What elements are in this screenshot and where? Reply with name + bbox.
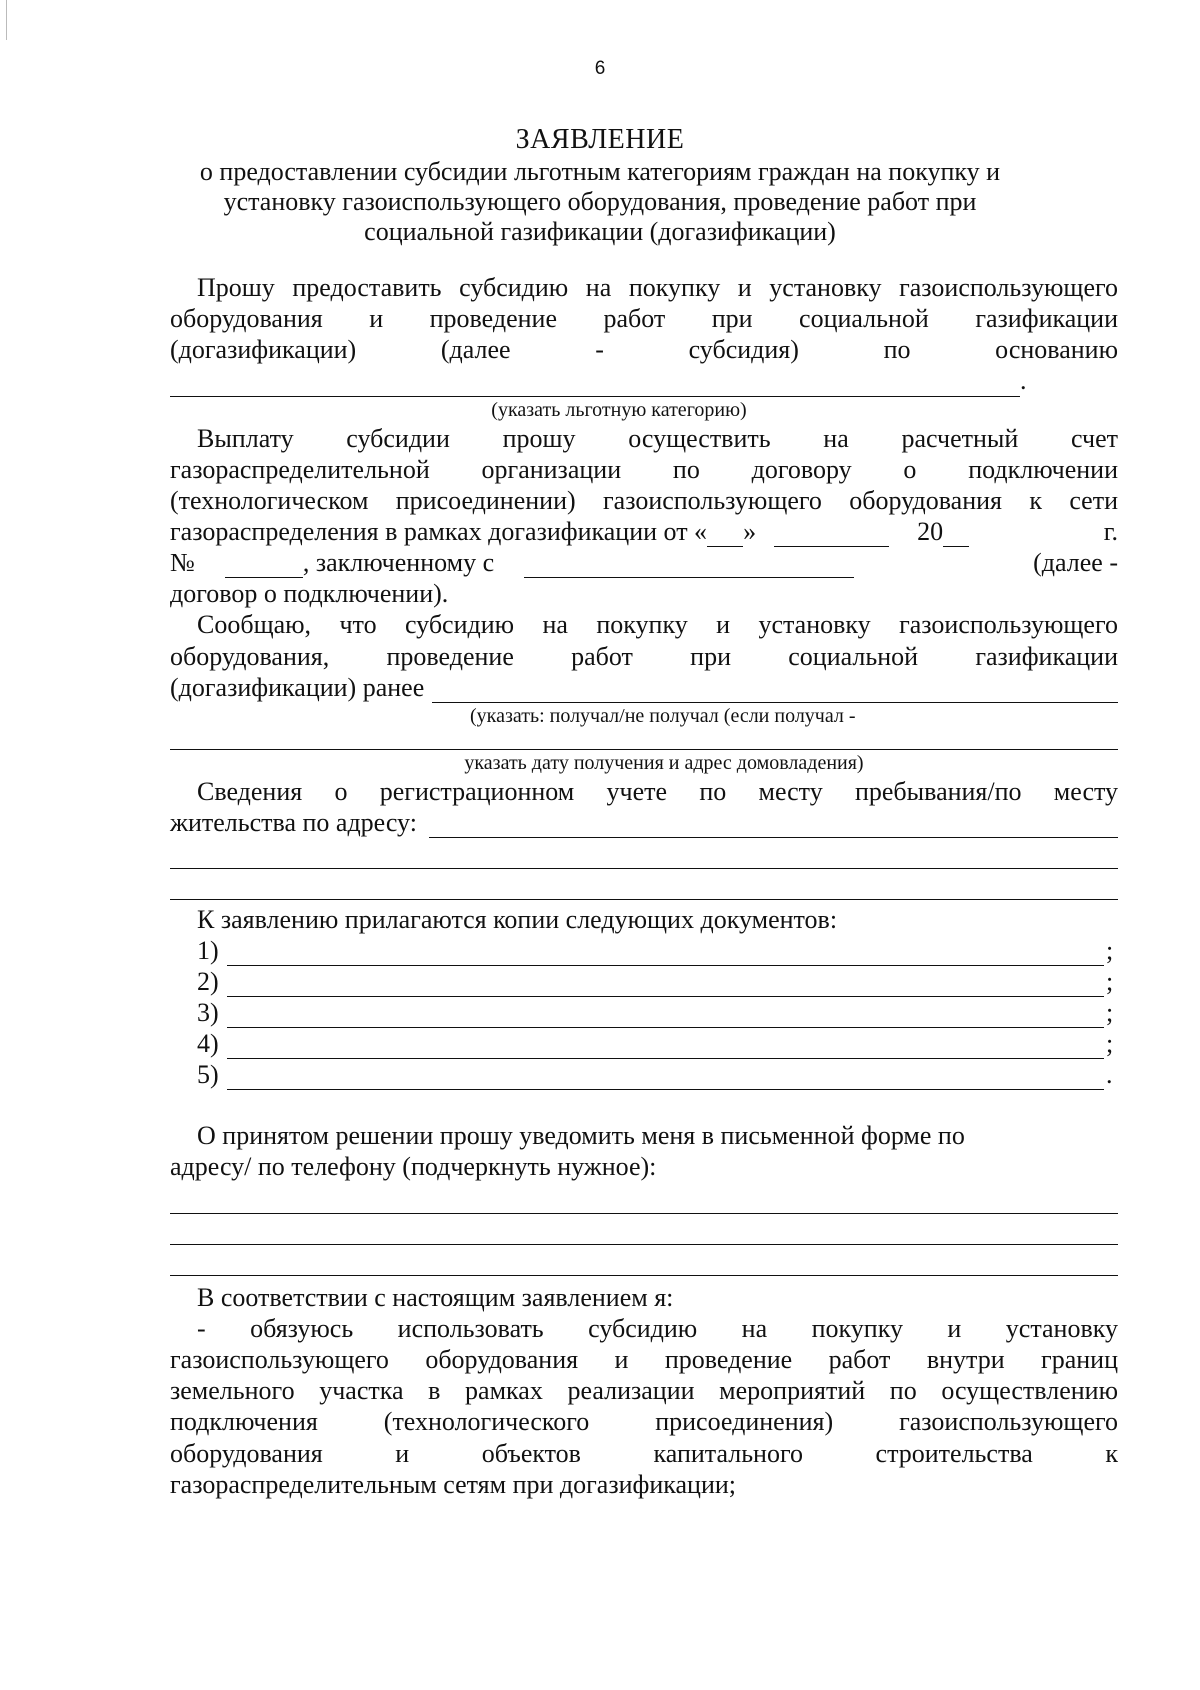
subtitle-line: установку газоиспользующего оборудования, проведение работ при [223,187,977,216]
subtitle-line: о предоставлении субсидии льготным категориям граждан на покупку и [199,157,1001,186]
attachment-number: 4) [197,1029,219,1059]
contract-number-row [170,547,1118,578]
document-body [170,272,1118,1500]
text-line: - обязуюсь использовать субсидию на покупку и установку [197,1313,1118,1343]
text-fragment: (далее - [1033,548,1118,578]
text-line: (догазификации) (далее - субсидия) по основанию [170,335,1118,365]
text-line: газоиспользующего оборудования и проведение работ внутри границ [170,1345,1118,1375]
scan-edge-mark [6,0,7,40]
contract-year-field[interactable] [943,522,969,547]
text-line: оборудования и проведение работ при социальной газификации [170,304,1118,334]
text-fragment: г. [1103,517,1118,547]
notification-paragraph [170,1120,1118,1275]
contract-date-row [170,516,1118,547]
previous-caption-1: (указать: получал/не получал (если получал - [470,704,856,727]
page-subtitle [190,157,1010,247]
attachment-field[interactable] [227,941,1104,966]
address-field[interactable] [429,813,1118,838]
text-line: газораспределительным сетям при догазификации; [170,1469,737,1499]
category-field[interactable] [170,372,1020,397]
address-field-row [170,807,1118,838]
text-fragment: , заключенному с [302,548,495,578]
attachment-row [170,935,1118,966]
text-line: подключения (технологического присоединения) газоиспользующего [170,1407,1118,1437]
contract-party-field[interactable] [524,553,854,578]
year-prefix: 20 [917,517,944,547]
attachment-field[interactable] [227,972,1104,997]
attachment-row [170,966,1118,997]
page-number: 6 [594,58,606,79]
attachment-end: ; [1106,936,1114,966]
category-caption: (указать льготную категорию) [491,398,747,421]
text-line: договор о подключении). [170,579,449,609]
request-paragraph [170,272,1118,423]
attachment-end: . [1106,1060,1113,1090]
attachment-number: 5) [197,1060,219,1090]
attachment-end: ; [1106,1029,1114,1059]
category-field-row [170,366,1118,397]
subtitle-line: социальной газификации (догазификации) [364,217,836,246]
contract-month-field[interactable] [774,522,889,547]
payment-paragraph [170,423,1118,610]
attachment-field[interactable] [227,1034,1104,1059]
attachments-section [170,904,1118,1090]
text-line: адресу/ по телефону (подчеркнуть нужное): [170,1152,657,1182]
text-fragment: (догазификации) ранее [170,672,425,702]
end-mark: . [1020,366,1027,396]
text-fragment: жительства по адресу: [170,807,417,837]
attachment-number: 1) [197,936,219,966]
attachment-field[interactable] [227,1003,1104,1028]
previous-subsidy-field[interactable] [432,678,1118,703]
text-fragment: » [743,517,757,547]
text-line: земельного участка в рамках реализации мероприятий по осуществлению [170,1376,1118,1406]
attachments-heading: К заявлению прилагаются копии следующих документов: [197,905,838,935]
previous-subsidy-field-2[interactable] [170,729,1118,750]
text-line: оборудования и объектов капитального строительства к [170,1438,1118,1468]
text-line: Сообщаю, что субсидию на покупку и установку газоиспользующего [197,610,1118,640]
text-line: оборудования, проведение работ при социальной газификации [170,641,1118,671]
attachment-number: 2) [197,967,219,997]
text-line: (технологическом присоединении) газоиспользующего оборудования к сети [170,486,1118,516]
obligations-paragraph [170,1282,1118,1500]
previous-subsidy-paragraph [170,609,1118,775]
text-line: Выплату субсидии прошу осуществить на расчетный счет [197,423,1118,453]
contract-number-field[interactable] [225,553,303,578]
text-line: газораспределительной организации по договору о подключении [170,454,1118,484]
text-fragment: газораспределения в рамках догазификации от « [170,517,708,547]
contract-day-field[interactable] [707,522,743,547]
notification-field-2[interactable] [170,1214,1118,1245]
text-line: О принятом решении прошу уведомить меня в письменной форме по [197,1121,965,1151]
text-line: Прошу предоставить субсидию на покупку и установку газоиспользующего [197,273,1118,302]
registration-paragraph [170,776,1118,900]
obligations-heading: В соответствии с настоящим заявлением я: [197,1282,674,1312]
attachment-end: ; [1106,967,1114,997]
attachment-field[interactable] [227,1065,1104,1090]
number-sign: № [170,548,195,578]
attachment-number: 3) [197,998,219,1028]
previous-field-row [170,672,1118,703]
address-field-3[interactable] [170,869,1118,900]
address-field-2[interactable] [170,838,1118,869]
notification-field-3[interactable] [170,1245,1118,1276]
previous-caption-2: указать дату получения и адрес домовладения) [464,751,864,774]
text-line: Сведения о регистрационном учете по месту пребывания/по месту [197,776,1118,806]
notification-field-1[interactable] [170,1183,1118,1214]
attachment-row [170,1028,1118,1059]
attachment-row [170,997,1118,1028]
attachment-row [170,1059,1118,1090]
attachment-end: ; [1106,998,1114,1028]
page-title: ЗАЯВЛЕНИЕ [515,124,685,155]
